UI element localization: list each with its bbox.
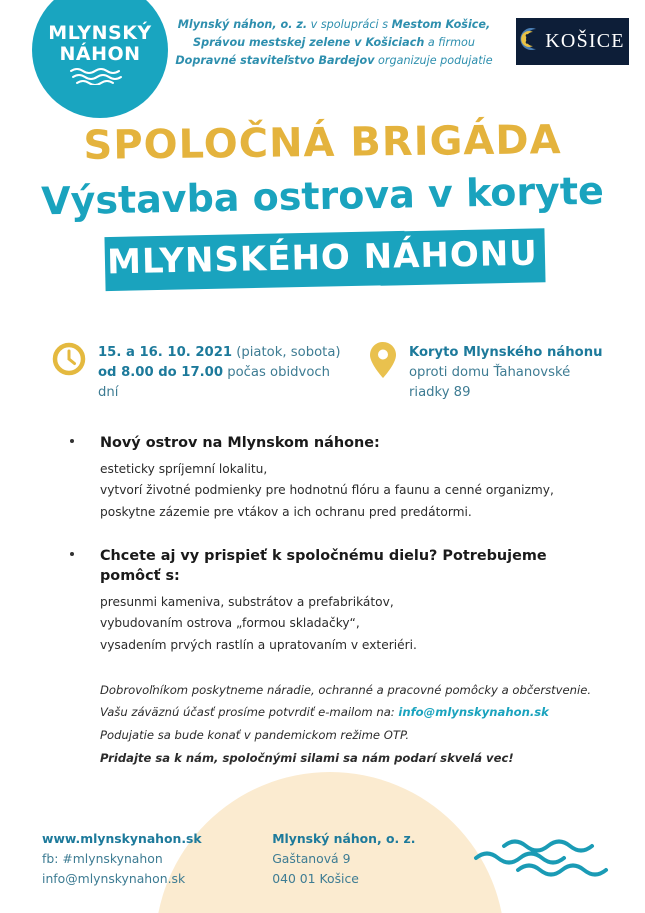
footer-website[interactable]: www.mlynskynahon.sk	[42, 830, 202, 846]
waves-icon	[470, 835, 625, 886]
event-info-row	[0, 341, 645, 403]
bullet-dot-icon	[70, 439, 74, 443]
title-line-3: MLYNSKÉHO NÁHONU	[106, 233, 539, 283]
note-line-1: Dobrovoľníkom poskytneme náradie, ochranné a pracovné pomôcky a občerstvenie.	[100, 682, 592, 697]
footer-org-name: Mlynský náhon, o. z.	[272, 830, 416, 846]
waves-icon	[69, 67, 131, 90]
bullet-subline: vysadením prvých rastlín a upratovaním v exteriéri.	[100, 638, 417, 653]
footer-facebook[interactable]: fb: #mlynskynahon	[42, 850, 163, 866]
logo-line2: NÁHON	[59, 43, 141, 65]
footer-email[interactable]: info@mlynskynahon.sk	[42, 870, 186, 886]
bullet-subline: vytvorí životné podmienky pre hodnotnú flóru a faunu a cenné organizmy,	[100, 483, 554, 498]
mlynsky-nahon-logo	[32, 0, 168, 118]
note-block	[0, 679, 645, 769]
bullet-subline: presunmi kameniva, substrátov a prefabrikátov,	[100, 594, 394, 609]
poster-header	[0, 0, 645, 112]
title-banner	[0, 230, 645, 292]
event-time-strong: od 8.00 do 17.00	[98, 365, 224, 381]
bullet-heading: Nový ostrov na Mlynskom náhone:	[100, 435, 380, 452]
intro-seg3: Mestom Košice, Správou mestskej zelene v Košiciach	[193, 18, 491, 50]
event-date-plain1: (piatok, sobota)	[232, 345, 341, 360]
intro-seg1: Mlynský náhon, o. z.	[177, 18, 308, 31]
title-line-2: Výstavba ostrova v koryte	[40, 168, 605, 224]
bullet-subline: poskytne zázemie pre vtákov a ich ochranu pred predátormi.	[100, 505, 472, 520]
bullet-list	[0, 433, 645, 657]
logo-line1: MLYNSKÝ	[48, 22, 152, 44]
footer-street: Gaštanová 9	[272, 850, 351, 866]
list-item	[70, 433, 605, 524]
intro-seg5: Dopravné staviteľstvo Bardejov	[175, 54, 375, 68]
intro-paragraph	[168, 16, 500, 70]
footer-contact-column	[42, 829, 272, 889]
event-date-plain2: počas obidvoch dní	[98, 365, 331, 401]
intro-seg2: v spolupráci s	[307, 18, 392, 31]
list-item	[70, 546, 605, 657]
bullet-subline: vybudovaním ostrova „formou skladačky“,	[100, 616, 360, 631]
title-line-1: SPOLOČNÁ BRIGÁDA	[83, 117, 562, 169]
poster-footer	[0, 829, 645, 889]
event-place-text	[409, 341, 605, 403]
intro-seg6: organizuje podujatie	[374, 54, 493, 68]
clock-icon	[52, 342, 86, 381]
event-date-strong: 15. a 16. 10. 2021	[98, 345, 233, 360]
contact-email-link[interactable]: info@mlynskynahon.sk	[398, 705, 549, 720]
kosice-crescent-icon	[520, 27, 541, 56]
footer-address-column	[272, 829, 464, 889]
footer-city: 040 01 Košice	[272, 870, 359, 886]
event-date-text	[98, 341, 341, 403]
intro-seg4: a firmou	[424, 36, 475, 50]
kosice-logo-text: KOŠICE	[545, 30, 625, 52]
kosice-partner-logo	[516, 18, 629, 65]
note-line-4: Pridajte sa k nám, spoločnými silami sa nám podarí skvelá vec!	[100, 750, 514, 765]
note-line-3: Podujatie sa bude konať v pandemickom režime OTP.	[100, 728, 410, 743]
map-pin-icon	[369, 341, 397, 384]
note-line-2-text: Vašu záväznú účasť prosíme potvrdiť e-mailom na:	[100, 705, 399, 720]
note-line-2	[100, 701, 605, 724]
event-place-plain: oproti domu Ťahanovské riadky 89	[408, 365, 571, 401]
event-place-strong: Koryto Mlynského náhonu	[408, 345, 603, 360]
poster-title	[0, 112, 645, 307]
event-date-block	[52, 341, 341, 403]
bullet-heading: Chcete aj vy prispieť k spoločnému dielu? Potrebujeme pomôcť s:	[100, 547, 547, 585]
bullet-subline: esteticky spríjemní lokalitu,	[100, 461, 268, 476]
event-place-block	[369, 341, 605, 403]
bullet-dot-icon	[70, 552, 74, 556]
